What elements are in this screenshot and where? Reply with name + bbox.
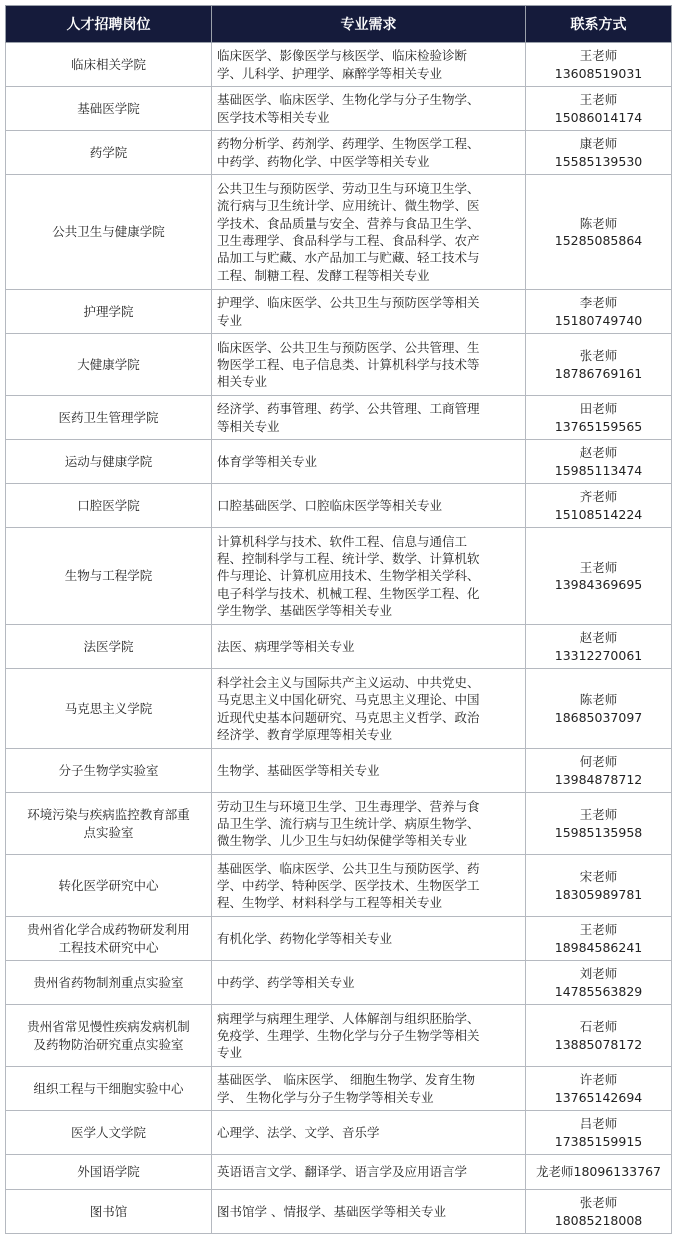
cell-position-line: 运动与健康学院 <box>64 453 153 469</box>
cell-contact <box>526 1190 672 1234</box>
header-major: 专业需求 <box>212 6 526 43</box>
cell-contact <box>526 87 672 131</box>
cell-contact-line: 王老师 <box>579 807 618 823</box>
cell-major-line: 体育学等相关专业 <box>217 453 318 469</box>
cell-position-line: 分子生物学实验室 <box>58 762 159 778</box>
cell-contact-line: 15086014174 <box>554 109 643 125</box>
table-row <box>6 1155 672 1190</box>
cell-major <box>212 440 526 484</box>
cell-major-line: 药物分析学、药剂学、药理学、生物医学工程、 <box>217 136 480 152</box>
cell-contact-line: 15985113474 <box>554 462 643 478</box>
cell-position-line: 贵州省常见慢性疾病发病机制 <box>27 1019 190 1035</box>
cell-major-line: 工程、制糖工程、发酵工程等相关专业 <box>217 267 430 283</box>
table-body <box>6 43 672 1234</box>
cell-major-line: 件与理论、计算机应用技术、生物学相关学科、 <box>217 568 480 584</box>
cell-contact <box>526 43 672 87</box>
cell-major-line: 计算机科学与技术、软件工程、信息与通信工 <box>217 533 468 549</box>
cell-position <box>6 334 212 396</box>
recruitment-table <box>5 5 672 1234</box>
cell-major-line: 学、儿科学、护理学、麻醉学等相关专业 <box>217 65 443 81</box>
cell-major <box>212 528 526 625</box>
cell-contact <box>526 396 672 440</box>
cell-contact <box>526 1155 672 1190</box>
cell-major-line: 心理学、法学、文学、音乐学 <box>217 1124 380 1140</box>
cell-contact <box>526 793 672 855</box>
cell-major-line: 基础医学、临床医学、生物化学与分子生物学、 <box>217 92 480 108</box>
cell-major <box>212 1155 526 1190</box>
table-row <box>6 440 672 484</box>
cell-contact-line: 赵老师 <box>579 630 618 646</box>
cell-contact-line: 18685037097 <box>554 709 643 725</box>
cell-contact <box>526 290 672 334</box>
table-row <box>6 669 672 749</box>
table-row <box>6 961 672 1005</box>
cell-contact-line: 14785563829 <box>554 983 643 999</box>
cell-position <box>6 484 212 528</box>
cell-contact-line: 15285085864 <box>554 233 643 248</box>
cell-contact <box>526 334 672 396</box>
cell-major-line: 品加工与贮藏、水产品加工与贮藏、轻工技术与 <box>217 250 480 266</box>
table-row <box>6 175 672 290</box>
cell-major-line: 基础医学、 临床医学、 细胞生物学、发育生物 <box>217 1072 475 1088</box>
cell-contact-line: 龙老师18096133767 <box>536 1164 661 1180</box>
cell-contact-line: 王老师 <box>579 922 618 938</box>
cell-contact <box>526 1067 672 1111</box>
cell-position <box>6 1005 212 1067</box>
cell-position-line: 及药物防治研究重点实验室 <box>33 1036 184 1052</box>
cell-position-line: 图书馆 <box>89 1203 128 1219</box>
cell-major-line: 物医学工程、电子信息类、计算机科学与技术等 <box>217 356 480 372</box>
cell-major-line: 临床医学、公共卫生与预防医学、公共管理、生 <box>217 339 480 355</box>
cell-major <box>212 855 526 917</box>
cell-major-line: 经济学、教育学原理等相关专业 <box>217 726 393 742</box>
cell-position-line: 口腔医学院 <box>77 497 140 513</box>
cell-position-line: 基础医学院 <box>77 100 140 116</box>
cell-position <box>6 1155 212 1190</box>
cell-contact-line: 李老师 <box>579 295 618 311</box>
cell-major <box>212 290 526 334</box>
cell-major <box>212 669 526 749</box>
cell-major-line: 近现代史基本问题研究、马克思主义哲学、政治 <box>217 709 480 725</box>
cell-major-line: 学、中药学、特种医学、医学技术、生物医学工 <box>217 877 480 893</box>
cell-contact-line: 吕老师 <box>579 1116 618 1132</box>
table-row <box>6 855 672 917</box>
cell-position <box>6 43 212 87</box>
cell-contact-line: 许老师 <box>579 1072 618 1088</box>
cell-major-line: 流行病与卫生统计学、应用统计、微生物学、医 <box>217 198 480 214</box>
cell-major <box>212 625 526 669</box>
cell-major <box>212 87 526 131</box>
cell-contact-line: 18786769161 <box>554 365 643 381</box>
cell-major-line: 病理学与病理生理学、人体解剖与组织胚胎学、 <box>217 1010 480 1026</box>
cell-contact-line: 陈老师 <box>579 215 618 231</box>
cell-position <box>6 793 212 855</box>
cell-position-line: 贵州省化学合成药物研发利用 <box>27 922 190 938</box>
cell-major-line: 免疫学、生理学、生物化学与分子生物学等相关 <box>217 1027 480 1043</box>
cell-position <box>6 1190 212 1234</box>
cell-contact <box>526 175 672 290</box>
cell-contact <box>526 528 672 625</box>
cell-major-line: 微生物学、儿少卫生与妇幼保健学等相关专业 <box>217 833 468 849</box>
cell-position-line: 法医学院 <box>83 638 134 654</box>
cell-major-line: 卫生毒理学、食品科学与工程、食品科学、农产 <box>217 233 480 248</box>
cell-contact-line: 15585139530 <box>554 153 643 169</box>
cell-contact-line: 18305989781 <box>554 886 643 902</box>
cell-contact-line: 康老师 <box>579 136 618 152</box>
cell-major-line: 法医、病理学等相关专业 <box>217 638 355 654</box>
cell-major-line: 护理学、临床医学、公共卫生与预防医学等相关 <box>217 295 480 311</box>
cell-position-line: 环境污染与疾病监控教育部重 <box>27 807 190 823</box>
cell-position <box>6 528 212 625</box>
cell-contact-line: 13984369695 <box>554 577 643 592</box>
cell-major-line: 程、生物学、材料科学与工程等相关专业 <box>217 895 443 911</box>
header-position: 人才招聘岗位 <box>6 6 212 43</box>
cell-contact-line: 田老师 <box>579 401 618 417</box>
cell-position <box>6 749 212 793</box>
cell-position-line: 公共卫生与健康学院 <box>52 224 165 240</box>
cell-major-line: 专业 <box>217 312 243 328</box>
table-row <box>6 528 672 625</box>
cell-position-line: 贵州省药物制剂重点实验室 <box>33 974 184 990</box>
cell-major-line: 科学社会主义与国际共产主义运动、中共党史、 <box>217 674 480 690</box>
cell-contact-line: 王老师 <box>579 48 618 64</box>
cell-contact <box>526 917 672 961</box>
cell-major <box>212 793 526 855</box>
cell-contact <box>526 749 672 793</box>
cell-major-line: 中药学、药学等相关专业 <box>217 974 355 990</box>
cell-position <box>6 855 212 917</box>
cell-contact-line: 18085218008 <box>554 1212 643 1228</box>
header-contact: 联系方式 <box>526 6 672 43</box>
cell-position-line: 药学院 <box>89 144 128 160</box>
cell-major-line: 医学技术等相关专业 <box>217 109 330 125</box>
table-row <box>6 1190 672 1234</box>
cell-contact-line: 张老师 <box>579 1195 618 1211</box>
cell-contact-line: 石老师 <box>579 1019 618 1035</box>
cell-contact-line: 13312270061 <box>554 647 643 663</box>
cell-major-line: 基础医学、临床医学、公共卫生与预防医学、药 <box>217 860 480 876</box>
cell-contact-line: 王老师 <box>579 559 618 575</box>
cell-contact-line: 18984586241 <box>554 939 643 955</box>
cell-major <box>212 1067 526 1111</box>
cell-position <box>6 625 212 669</box>
table-row <box>6 396 672 440</box>
cell-contact-line: 13765159565 <box>554 418 643 434</box>
cell-contact-line: 15108514224 <box>554 506 643 522</box>
cell-major-line: 中药学、药物化学、中医学等相关专业 <box>217 153 430 169</box>
cell-major-line: 公共卫生与预防医学、劳动卫生与环境卫生学、 <box>217 181 480 197</box>
cell-major <box>212 43 526 87</box>
cell-contact <box>526 855 672 917</box>
cell-position-line: 点实验室 <box>83 824 134 840</box>
table-row <box>6 131 672 175</box>
cell-position <box>6 669 212 749</box>
cell-major-line: 学生物学、基础医学等相关专业 <box>217 602 393 618</box>
cell-position <box>6 1067 212 1111</box>
cell-position-line: 大健康学院 <box>77 356 140 372</box>
cell-major <box>212 749 526 793</box>
cell-major-line: 英语语言文学、翻译学、语言学及应用语言学 <box>217 1164 468 1180</box>
cell-position-line: 马克思主义学院 <box>64 700 153 716</box>
cell-major-line: 临床医学、影像医学与核医学、临床检验诊断 <box>217 48 468 64</box>
cell-position <box>6 131 212 175</box>
cell-major <box>212 961 526 1005</box>
cell-contact <box>526 484 672 528</box>
cell-position-line: 工程技术研究中心 <box>58 939 159 955</box>
cell-position-line: 组织工程与干细胞实验中心 <box>33 1080 184 1096</box>
table-row <box>6 484 672 528</box>
cell-contact-line: 13984878712 <box>554 771 643 787</box>
cell-contact-line: 13608519031 <box>554 65 643 81</box>
cell-contact-line: 赵老师 <box>579 445 618 461</box>
cell-contact-line: 张老师 <box>579 348 618 364</box>
cell-major <box>212 484 526 528</box>
cell-position-line: 医药卫生管理学院 <box>58 409 159 425</box>
cell-major <box>212 175 526 290</box>
cell-contact <box>526 440 672 484</box>
cell-position <box>6 1111 212 1155</box>
cell-contact-line: 刘老师 <box>579 966 618 982</box>
cell-contact-line: 13765142694 <box>554 1089 643 1105</box>
table-row <box>6 87 672 131</box>
cell-position-line: 外国语学院 <box>77 1164 140 1180</box>
cell-major <box>212 1190 526 1234</box>
cell-contact <box>526 1005 672 1067</box>
cell-position <box>6 440 212 484</box>
cell-position-line: 医学人文学院 <box>70 1124 146 1140</box>
cell-major-line: 品卫生学、流行病与卫生统计学、病原生物学、 <box>217 815 480 831</box>
cell-major-line: 专业 <box>217 1045 243 1061</box>
table-row <box>6 793 672 855</box>
cell-contact-line: 13885078172 <box>554 1036 643 1052</box>
table-row <box>6 290 672 334</box>
cell-contact <box>526 625 672 669</box>
cell-major-line: 有机化学、药物化学等相关专业 <box>217 930 393 946</box>
cell-major-line: 程、控制科学与工程、统计学、数学、计算机软 <box>217 551 480 567</box>
cell-major-line: 相关专业 <box>217 374 268 390</box>
cell-position-line: 护理学院 <box>83 303 134 319</box>
cell-contact-line: 宋老师 <box>579 869 618 885</box>
table-row <box>6 749 672 793</box>
cell-position <box>6 917 212 961</box>
cell-major-line: 马克思主义中国化研究、马克思主义理论、中国 <box>217 692 480 708</box>
table-row <box>6 1005 672 1067</box>
cell-contact <box>526 131 672 175</box>
cell-major <box>212 396 526 440</box>
cell-major-line: 劳动卫生与环境卫生学、卫生毒理学、营养与食 <box>217 798 480 814</box>
cell-contact-line: 15180749740 <box>554 312 643 328</box>
table-row <box>6 1067 672 1111</box>
cell-major-line: 等相关专业 <box>217 418 280 434</box>
cell-major-line: 图书馆学 、情报学、基础医学等相关专业 <box>217 1203 446 1219</box>
cell-contact-line: 齐老师 <box>579 489 618 505</box>
cell-major-line: 电子科学与技术、机械工程、生物医学工程、化 <box>217 585 480 601</box>
cell-position-line: 生物与工程学院 <box>64 568 153 584</box>
cell-major-line: 学、 生物化学与分子生物学等相关专业 <box>217 1089 434 1105</box>
table-row <box>6 1111 672 1155</box>
table-header-row <box>6 6 672 43</box>
cell-contact-line: 15985135958 <box>554 824 643 840</box>
cell-contact <box>526 1111 672 1155</box>
cell-contact-line: 17385159915 <box>554 1133 643 1149</box>
table-row <box>6 625 672 669</box>
cell-major-line: 口腔基础医学、口腔临床医学等相关专业 <box>217 497 443 513</box>
cell-major-line: 经济学、药事管理、药学、公共管理、工商管理 <box>217 401 480 417</box>
cell-contact-line: 王老师 <box>579 92 618 108</box>
table-row <box>6 334 672 396</box>
cell-major <box>212 334 526 396</box>
cell-contact <box>526 669 672 749</box>
recruitment-table-container <box>5 5 671 1234</box>
cell-position-line: 临床相关学院 <box>70 56 146 72</box>
cell-position-line: 转化医学研究中心 <box>58 877 159 893</box>
cell-major <box>212 1111 526 1155</box>
cell-contact-line: 何老师 <box>579 754 618 770</box>
cell-position <box>6 961 212 1005</box>
cell-position <box>6 396 212 440</box>
cell-major <box>212 917 526 961</box>
cell-contact <box>526 961 672 1005</box>
cell-major <box>212 131 526 175</box>
cell-position <box>6 87 212 131</box>
cell-major-line: 学技术、食品质量与安全、营养与食品卫生学、 <box>217 215 480 231</box>
cell-major-line: 生物学、基础医学等相关专业 <box>217 762 380 778</box>
cell-position <box>6 175 212 290</box>
cell-major <box>212 1005 526 1067</box>
table-row <box>6 917 672 961</box>
cell-contact-line: 陈老师 <box>579 692 618 708</box>
table-row <box>6 43 672 87</box>
cell-position <box>6 290 212 334</box>
